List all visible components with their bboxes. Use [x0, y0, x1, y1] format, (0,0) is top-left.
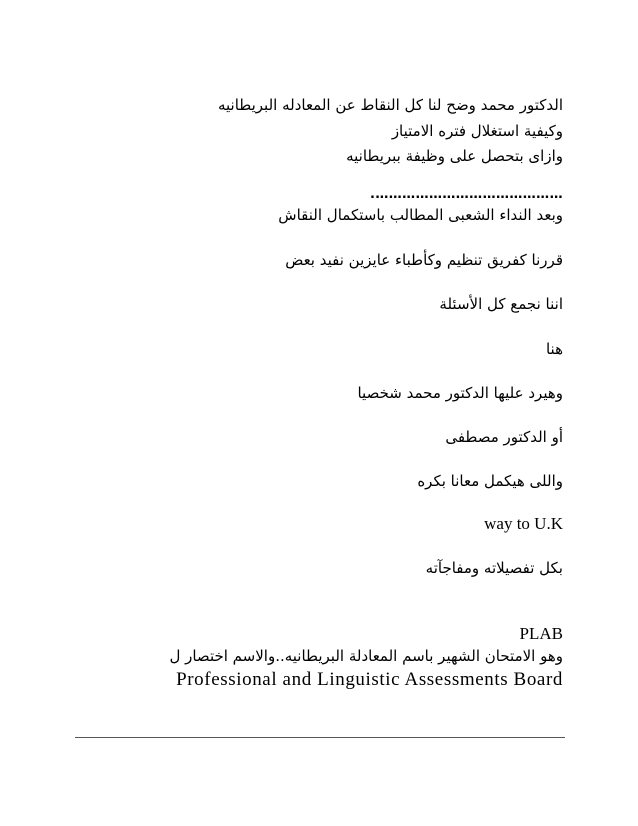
paragraph-get-job: وازاى بتحصل على وظيفة ببريطانيه [346, 147, 563, 165]
paragraph-doctor-answers: وهيرد عليها الدكتور محمد شخصيا [357, 384, 563, 402]
paragraph-plab-full-name: Professional and Linguistic Assessments Board [176, 669, 563, 690]
paragraph-or-doctor: أو الدكتور مصطفى [445, 428, 563, 446]
footer-divider [75, 737, 565, 738]
paragraph-details-surprises: بكل تفصيلاته ومفاجآته [425, 559, 563, 577]
paragraph-collect-questions: اننا نجمع كل الأسئلة [439, 295, 563, 313]
paragraph-popular-demand: وبعد النداء الشعبى المطالب باستكمال النقاش [278, 206, 563, 224]
paragraph-exam-description: وهو الامتحان الشهير باسم المعادلة البريطانيه..والاسم اختصار ل [169, 647, 563, 665]
paragraph-plab: PLAB [519, 624, 563, 643]
dotted-separator: ……………………………………. [370, 187, 563, 202]
paragraph-continues-tomorrow: واللى هيكمل معانا بكره [417, 472, 563, 490]
paragraph-team-decision: قررنا كفريق تنظيم وكأطباء عايزين نفيد بعض [285, 251, 563, 269]
paragraph-doctor-explained: الدكتور محمد وضح لنا كل النقاط عن المعادله البريطانيه [217, 96, 563, 114]
paragraph-way-to-uk: way to U.K [484, 514, 563, 533]
paragraph-internship-usage: وكيفية استغلال فتره الامتياز [391, 122, 563, 140]
paragraph-here: هنا [545, 340, 563, 358]
